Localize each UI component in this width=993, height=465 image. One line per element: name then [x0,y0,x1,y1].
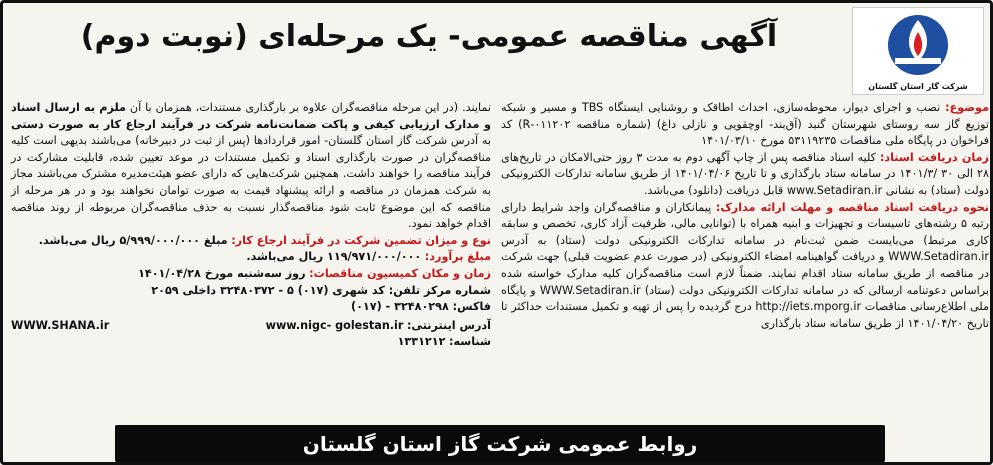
phone-line [11,283,491,300]
receive-paragraph [501,150,989,200]
right-column [501,100,989,332]
left-column [11,100,491,351]
subject-paragraph [501,100,989,150]
website-group [266,318,491,335]
submit-text: پیمانکاران و مناقصه‌گران واجد شرایط دارای رتبه ۵ رشته‌های تاسیسات و تجهیزات و ابنیه همراه با (توانایی مالی، ظرفیت آزاد کاری، تخصص و سابقه کاری مرتبط) می‌بایست ضمن ثبت‌نام در سامانه تدارکات الکترونیکی دولت (ستاد) به آدرس WWW.Setadiran.ir و دریافت گواهینامه امضاء الکترونیکی (در صورت عدم عضویت قبلی) جهت شرکت در مناقصه از طریق سامانه ستاد اقدام نمایند. ضمناً لازم است مناقصه‌گران کلیه مدارک خواسته شده براساس دعوتنامه ارسالی که در سامانه تدارکات الکترونیکی دولت (ستاد) WWW.Setadiran.ir و پایگاه ملی اطلاع‌رسانی مناقصات http://iets.mporg.ir درج گردیده را پس از تهیه و تکمیل مستندات حداکثر تا تاریخ ۱۴۰۱/۰۴/۲۰ از طریق سامانه ستاد بارگذاری [501,200,989,330]
footer-text: روابط عمومی شرکت گاز استان گلستان [302,431,698,456]
receive-text: کلیه اسناد مناقصه پس از چاپ آگهی دوم به مدت ۳ روز حتی‌الامکان در تاریخ‌های ۲۸ الی ۳۰ /۱۴۰۱/۳ در سامانه ستاد بارگذاری و تا تاریخ ۱۴۰۱/۰۴/۰۶ از طریق سامانه تدارکات الکترونیکی دولت (ستاد) به نشانی www.Setadiran.ir قابل دریافت (دانلود) می‌باشد. [501,150,989,197]
page-title: آگهی مناقصه عمومی- یک مرحله‌ای (نوبت دوم) [80,18,778,54]
website-link-nigc[interactable]: www.nigc- golestan.ir [265,318,404,332]
continuation-paragraph [11,100,491,233]
website-label: آدرس اینترنتی: [406,318,491,332]
receive-label: زمان دریافت اسناد: [879,150,989,164]
fax-line [11,299,491,316]
guarantee-text: مبلغ ۵/۹۹۹/۰۰۰/۰۰۰ ریال می‌باشد. [38,233,228,247]
commission-text: روز سه‌شنبه مورخ ۱۴۰۱/۰۴/۲۸ [138,266,306,280]
continuation-bold: ملزم به ارسال اسناد و مدارک ارزیابی کیفی و پاکت ضمانت‌نامه شرکت در فرآیند ارجاع کار به صورت دستی [11,101,491,131]
phone-text: شماره مرکز تلفن: کد شهری (۰۱۷) ۵ - ۳۲۴۸۰۳۷۲ داخلی ۲۰۵۹ [151,283,491,297]
commission-label: زمان و مکان کمیسیون مناقصات: [309,266,491,280]
id-line [11,334,491,351]
logo-caption: شرکت گاز استان گلستان [868,82,968,91]
subject-text: نصب و اجرای دیوار، محوطه‌سازی، احداث اطاقک و روشنایی ایستگاه TBS و مسیر و شبکه توزیع گاز سه روستای شهرستان گنبد (آق‌بند- اوچقویی و نازلی داغ) (شماره مناقصه ۰۱۱۲۰۲-R) کد فراخوان در پایگاه ملی مناقصات ۵۳۱۱۹۲۳۵ مورخ ۱۴۰۱/۰۳/۱۰ [501,101,989,148]
estimate-label: مبلغ برآورد: [424,250,491,264]
continuation-text-1: نمایند. (در این مرحله مناقصه‌گران علاوه بر بارگذاری مستندات، همزمان با آن [129,101,491,114]
id-value: ۱۳۳۱۲۱۲ [397,335,446,349]
submit-label: نحوه دریافت اسناد مناقصه و مهلت ارائه مدارک: [715,200,990,214]
website-link-shana[interactable]: WWW.SHANA.ir [11,318,110,332]
footer-banner [115,425,885,462]
commission-paragraph [11,266,491,283]
continuation-text-2: به آدرس شرکت گاز استان گلستان- امور قراردادها (پس از ثبت در دبیرخانه) می‌باشند بدیهی است کلیه مناقصه‌گران در صورت بارگذاری اسناد و تکمیل مستندات در موعد تعیین شده، قابلیت مشارکت در فرآیند مناقصه را خواهند داشت. همچنین شرکت‌هایی که دارای عضو هیئت‌مدیره مشترک می‌باشند مجاز به شرکت همزمان در مناقصه و ارائه پیشنهاد قیمت به صورت توامان نخواهند بود و در هر مرحله از مناقصه که این موضوع ثابت شود مناقصه‌گذار نسبت به حذف مناقصه‌گران مربوطه از روند مناقصه اقدام خواهد نمود. [11,134,491,231]
guarantee-paragraph [11,233,491,250]
fax-text: فاکس: ۳۲۴۸۰۲۹۸ - (۰۱۷) [350,300,491,314]
title-banner [9,7,849,65]
subject-label: موضوع: [945,101,989,114]
estimate-text: ۱۱۹/۹۷۱/۰۰۰/۰۰۰ ریال می‌باشد. [246,250,422,264]
website-row [11,318,491,335]
id-label: شناسه: [448,335,491,349]
submit-paragraph [501,200,989,333]
guarantee-label: نوع و میزان تضمین شرکت در فرآیند ارجاع کار: [231,233,491,247]
estimate-paragraph [11,249,491,266]
company-logo [852,7,984,95]
flame-logo-icon [875,12,961,78]
